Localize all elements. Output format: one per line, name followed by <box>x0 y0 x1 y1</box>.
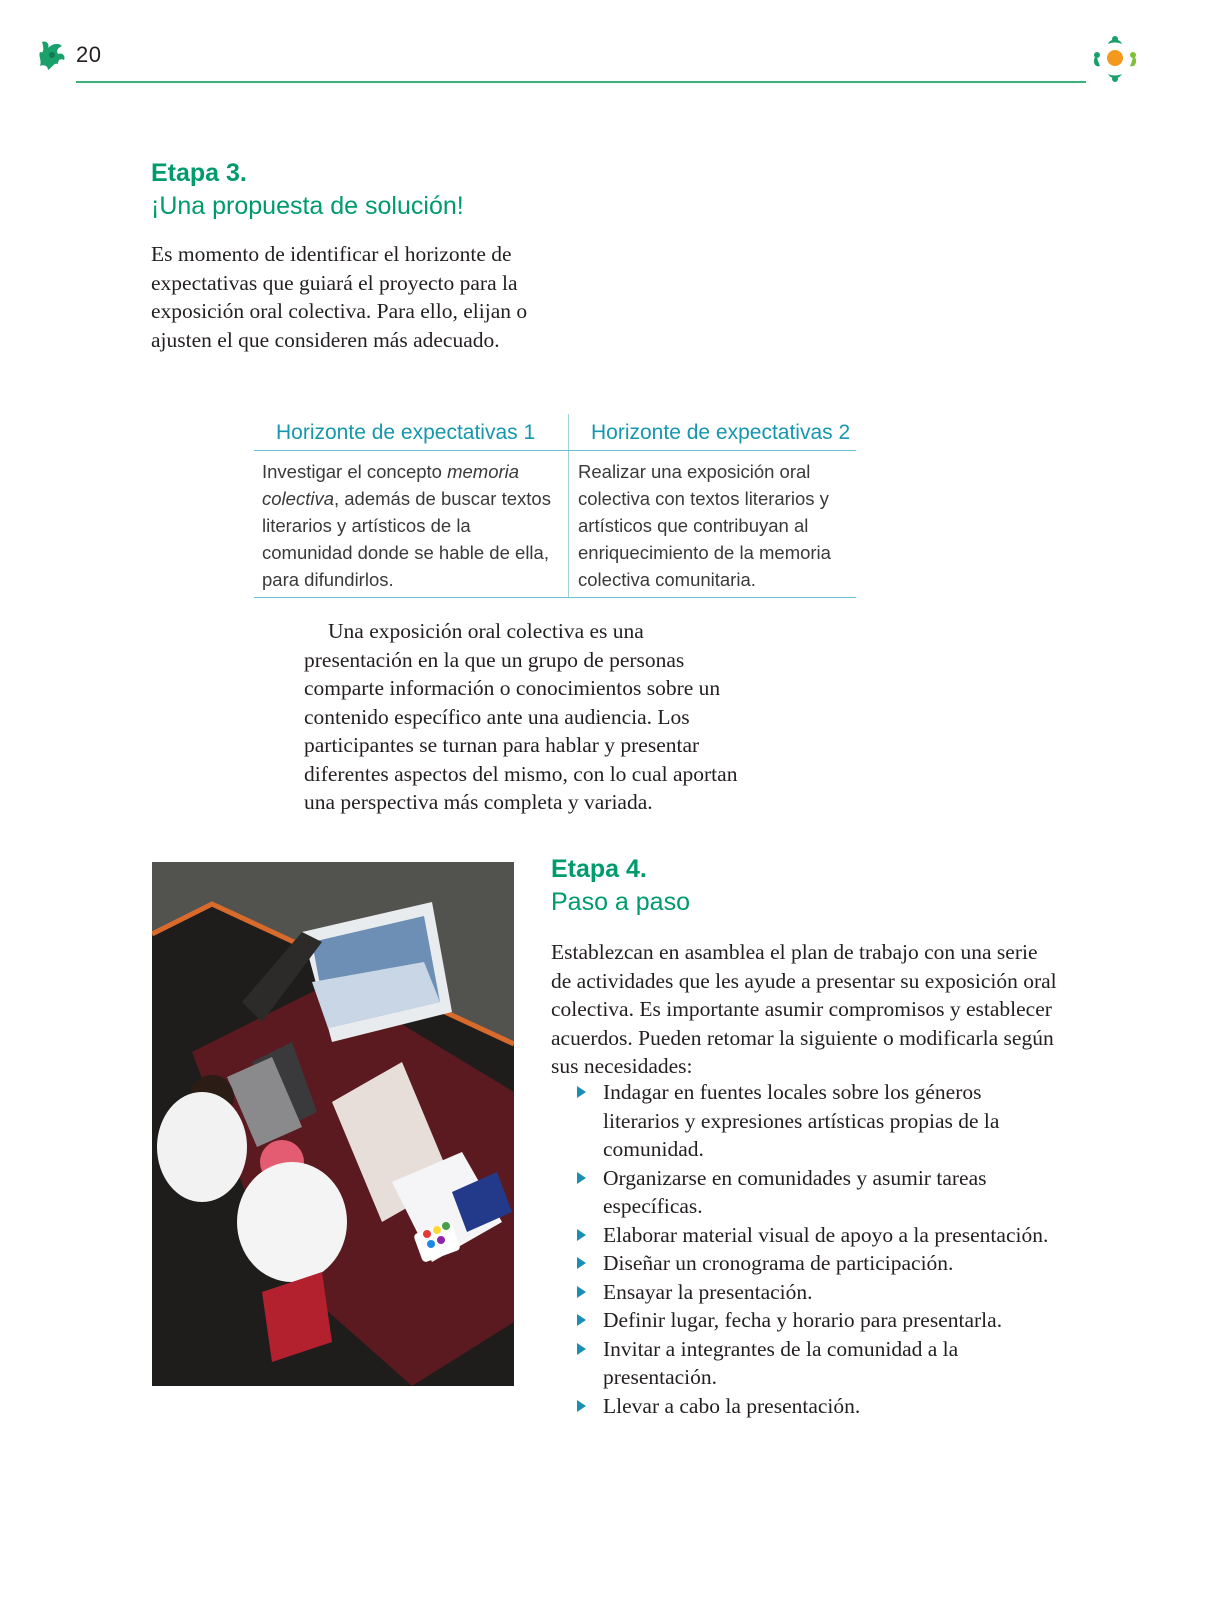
table-cell-2: Realizar una exposición oral colectiva con textos literarios y artísticos que contribuyan al enriquecimiento de la memoria colectiva comunitaria. <box>569 451 857 598</box>
bullet-arrow-icon <box>577 1086 586 1098</box>
stage4-heading <box>551 853 690 919</box>
list-item: Indagar en fuentes locales sobre los géneros literarios y expresiones artísticas propias de la comunidad. <box>603 1078 1063 1164</box>
list-item: Diseñar un cronograma de participación. <box>603 1249 1063 1278</box>
stage4-title: Etapa 4. <box>551 855 647 883</box>
list-item: Llevar a cabo la presentación. <box>603 1392 1063 1421</box>
stage3-intro: Es momento de identificar el horizonte de expectativas que guiará el proyecto para la exposición oral colectiva. Para ello, elijan o ajusten el que consideren más adecuado. <box>151 242 528 352</box>
stage4-subtitle: Paso a paso <box>551 888 690 916</box>
stage3-heading <box>151 157 464 223</box>
bullet-arrow-icon <box>577 1314 586 1326</box>
bullet-arrow-icon <box>577 1286 586 1298</box>
list-item: Definir lugar, fecha y horario para presentarla. <box>603 1306 1063 1335</box>
header-rule <box>76 81 1086 83</box>
bullet-arrow-icon <box>577 1172 586 1184</box>
bullet-arrow-icon <box>577 1229 586 1241</box>
steps-list <box>603 1078 1063 1420</box>
series-logo-icon <box>36 38 68 74</box>
table-row <box>254 451 856 598</box>
community-logo-icon <box>1088 34 1142 84</box>
stage3-subtitle: ¡Una propuesta de solución! <box>151 192 464 220</box>
stage3-title: Etapa 3. <box>151 159 247 187</box>
table-cell-1: Investigar el concepto memoria colectiva, además de buscar textos literarios y artísticos de la comunidad donde se hable de ella, para difundirlos. <box>254 451 569 598</box>
list-item: Elaborar material visual de apoyo a la presentación. <box>603 1221 1063 1250</box>
bullet-arrow-icon <box>577 1257 586 1269</box>
list-item: Invitar a integrantes de la comunidad a la presentación. <box>603 1335 1063 1392</box>
expectations-table <box>254 414 856 598</box>
bullet-arrow-icon <box>577 1343 586 1355</box>
students-presentation-photo <box>152 862 514 1386</box>
list-item: Ensayar la presentación. <box>603 1278 1063 1307</box>
page-number: 20 <box>76 42 102 67</box>
table-header-2: Horizonte de expectativas 2 <box>569 414 857 451</box>
stage4-intro: Establezcan en asamblea el plan de trabajo con una serie de actividades que les ayude a presentar su exposición oral colectiva. Es importante asumir compromisos y establecer acuerdos. Pueden retomar la siguiente o modificarla según sus necesidades: <box>551 940 1057 1078</box>
bullet-arrow-icon <box>577 1400 586 1412</box>
definition-paragraph: Una exposición oral colectiva es una presentación en la que un grupo de personas comparte información o conocimientos sobre un contenido específico ante una audiencia. Los participantes se turnan para hablar y presentar diferentes aspectos del mismo, con lo cual aportan una perspectiva más completa y variada. <box>304 619 738 814</box>
table-header-1: Horizonte de expectativas 1 <box>254 414 569 451</box>
list-item: Organizarse en comunidades y asumir tareas específicas. <box>603 1164 1063 1221</box>
